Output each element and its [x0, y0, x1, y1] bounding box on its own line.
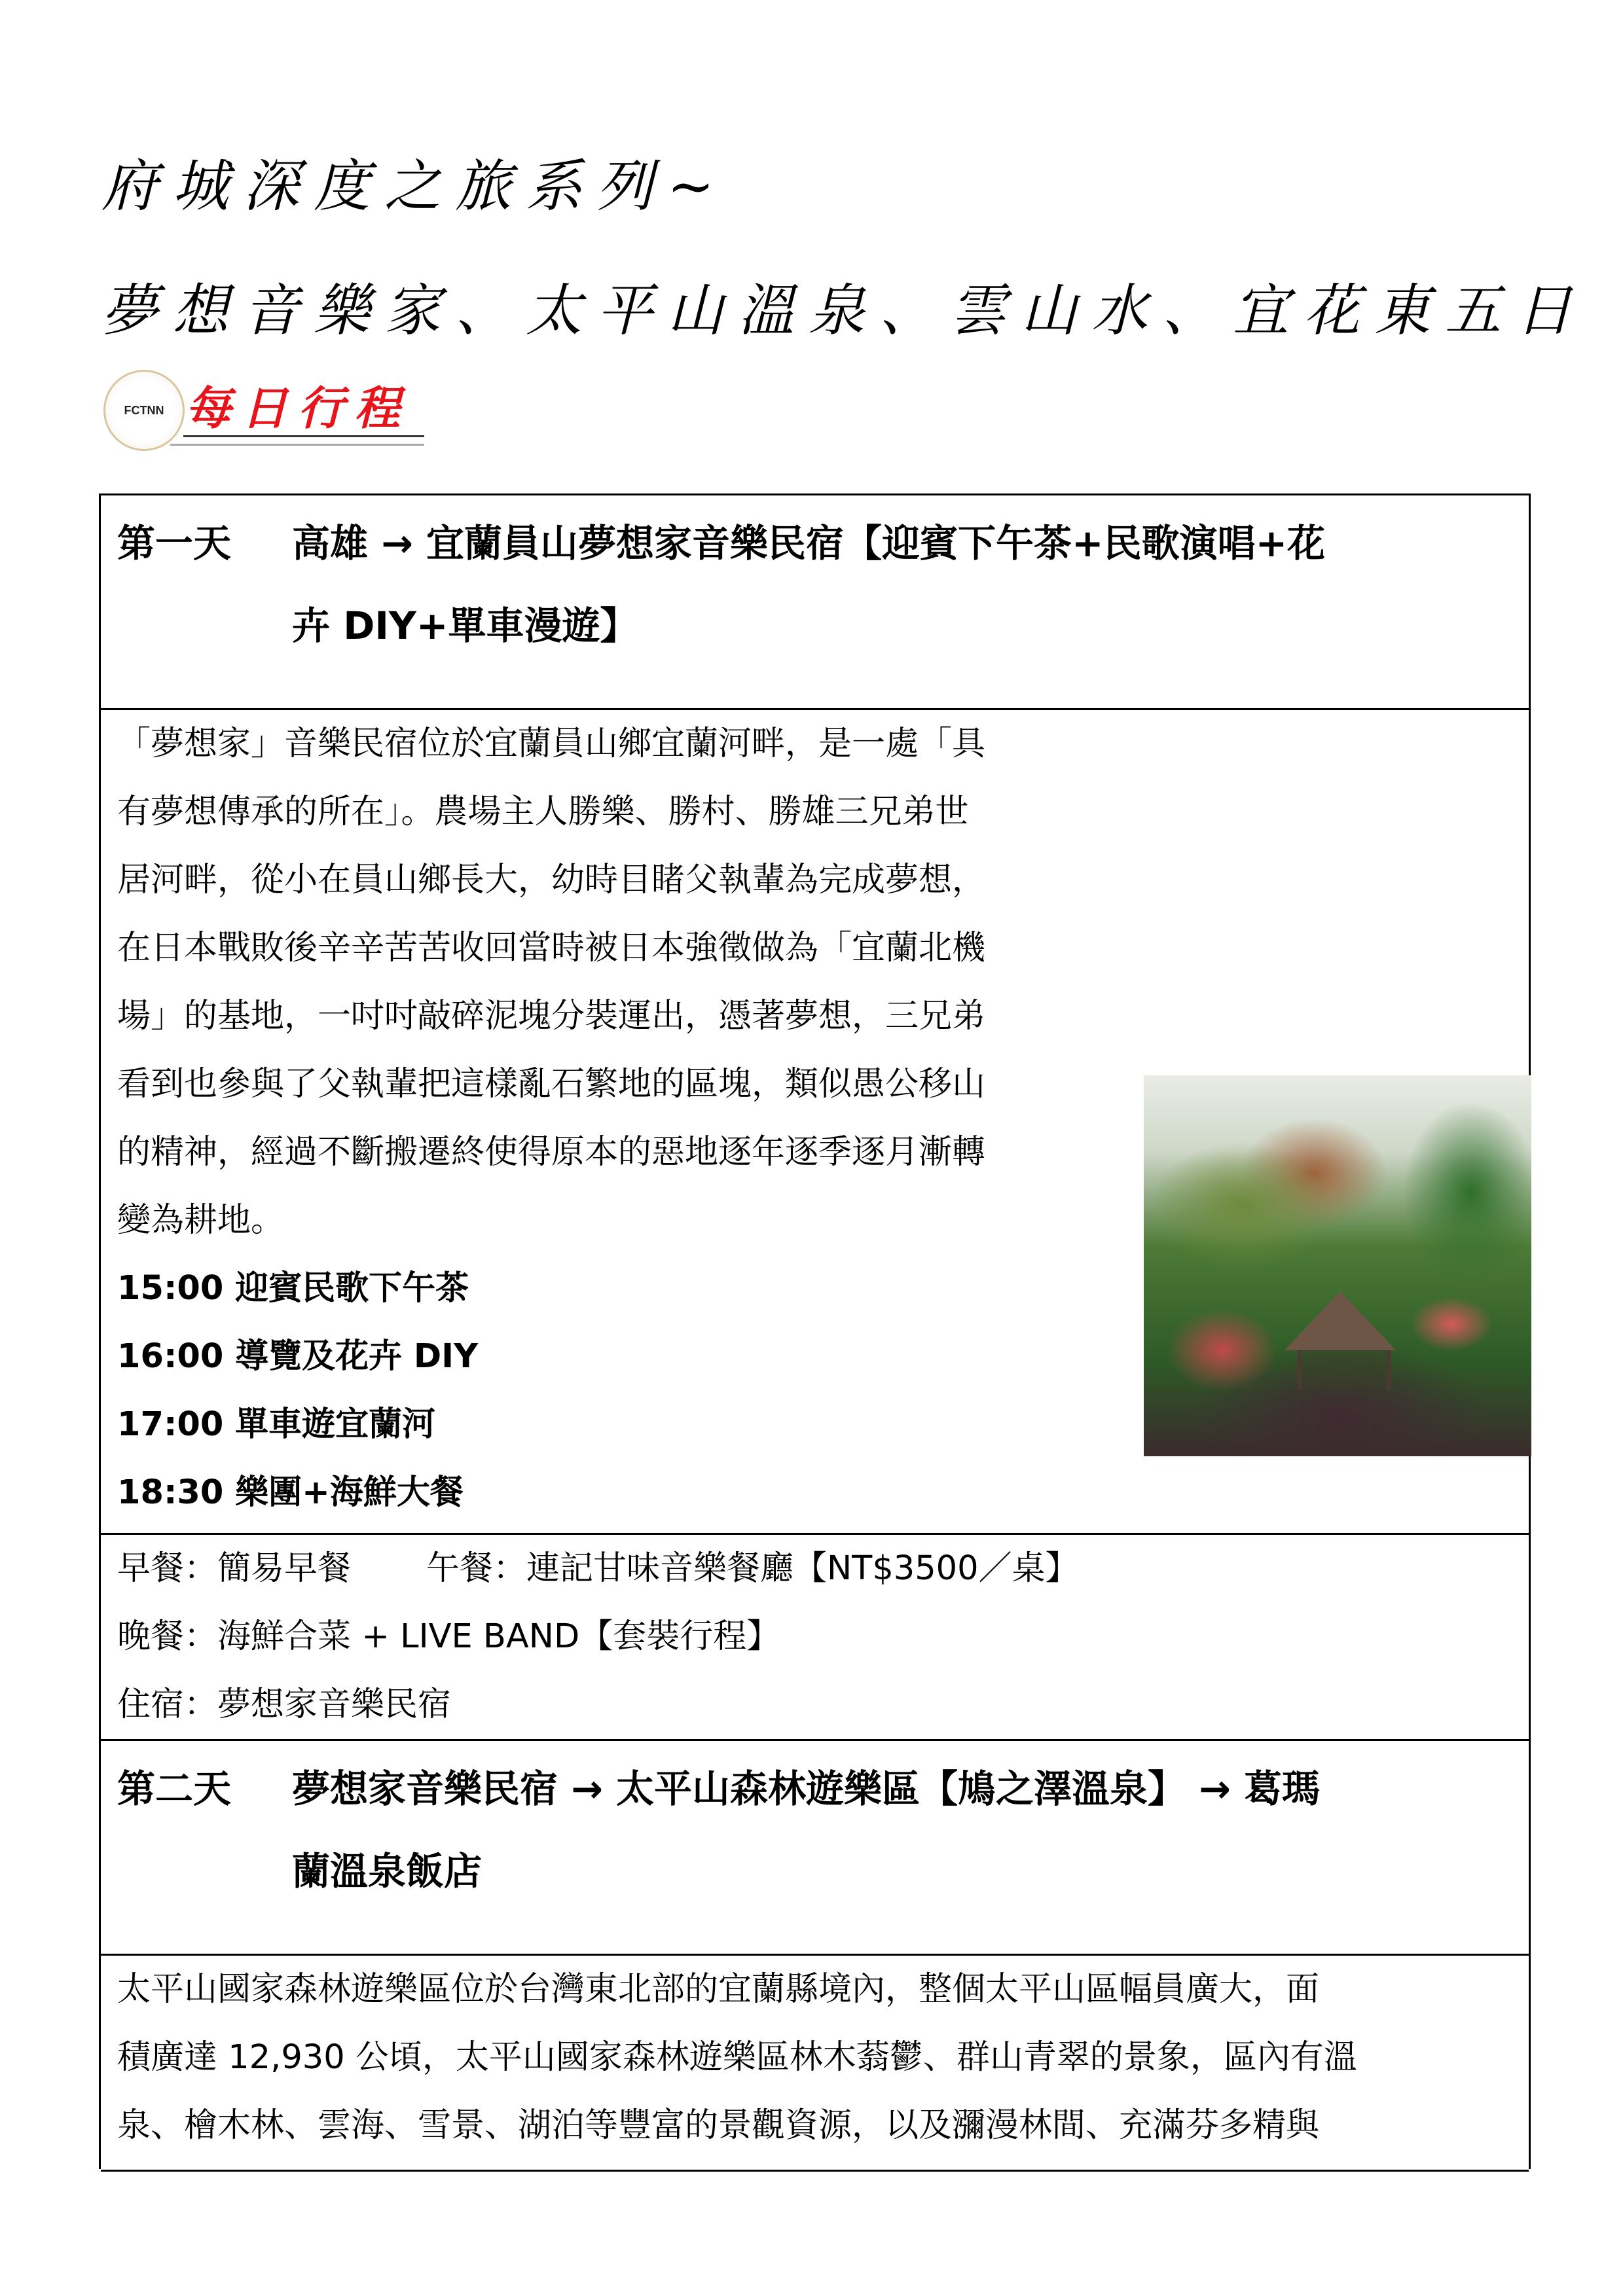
- route-line: 卉 DIY+單車漫遊】: [292, 603, 638, 648]
- divider: [183, 435, 424, 437]
- schedule-item: 18:30 樂團+海鮮大餐: [117, 1473, 464, 1512]
- day-label: 第二天: [117, 1767, 232, 1811]
- text-line: 變為耕地。: [117, 1201, 285, 1240]
- text-line: 泉、檜木林、雲海、雪景、湖泊等豐富的景觀資源，以及瀰漫林間、充滿芬多精與: [117, 2106, 1320, 2145]
- gazebo-shape: [1285, 1291, 1396, 1350]
- route-line: 高雄 → 宜蘭員山夢想家音樂民宿【迎賓下午茶+民歌演唱+花: [292, 521, 1326, 565]
- itinerary-table: [99, 493, 1531, 2169]
- text-line: 太平山國家森林遊樂區位於台灣東北部的宜蘭縣境內，整個太平山區幅員廣大，面: [117, 1970, 1320, 2009]
- route-line: 夢想家音樂民宿 → 太平山森林遊樂區【鳩之澤溫泉】 → 葛瑪: [292, 1767, 1320, 1811]
- text-line: 看到也參與了父執輩把這樣亂石繁地的區塊，類似愚公移山: [117, 1065, 986, 1103]
- schedule-item: 15:00 迎賓民歌下午茶: [117, 1269, 469, 1308]
- text-line: 積廣達 12,930 公頃，太平山國家森林遊樂區林木蓊鬱、群山青翠的景象，區內有溫: [117, 2038, 1357, 2077]
- gazebo-shape: [1298, 1350, 1391, 1390]
- dinner: 晚餐：海鮮合菜 + LIVE BAND【套裝行程】: [117, 1617, 780, 1656]
- text-line: 居河畔，從小在員山鄉長大，幼時目睹父執輩為完成夢想，: [117, 861, 986, 899]
- section-label: 每日行程: [185, 381, 410, 435]
- day1-header: [101, 495, 1529, 710]
- day-route: [292, 1748, 1516, 1912]
- logo-text: FCTNN: [124, 403, 164, 417]
- agency-logo: [103, 370, 185, 451]
- text-line: 場」的基地，一吋吋敲碎泥塊分裝運出，憑著夢想，三兄弟: [117, 997, 986, 1035]
- divider: [170, 444, 424, 446]
- route-line: 蘭溫泉飯店: [292, 1849, 483, 1893]
- meal-line: [117, 1535, 1529, 1603]
- text-line: 有夢想傳承的所在」。農場主人勝樂、勝村、勝雄三兄弟世: [117, 793, 969, 831]
- day-route: [292, 502, 1516, 667]
- series-title: 府城深度之旅系列~: [101, 154, 729, 219]
- day2-header: [101, 1741, 1529, 1956]
- trip-title: 夢想音樂家、太平山溫泉、雲山水、宜花東五日: [101, 278, 1586, 344]
- breakfast: 早餐：簡易早餐: [117, 1549, 352, 1588]
- lodging: 住宿：夢想家音樂民宿: [117, 1685, 452, 1724]
- text-line: 在日本戰敗後辛辛苦苦收回當時被日本強徵做為「宜蘭北機: [117, 929, 986, 967]
- schedule-item: 16:00 導覽及花卉 DIY: [117, 1337, 479, 1376]
- schedule-item: 17:00 單車遊宜蘭河: [117, 1405, 436, 1444]
- text-line: 「夢想家」音樂民宿位於宜蘭員山鄉宜蘭河畔，是一處「具: [117, 725, 986, 763]
- gazebo-garden-photo: [1144, 1075, 1531, 1456]
- text-line: 的精神，經過不斷搬遷終使得原本的惡地逐年逐季逐月漸轉: [117, 1133, 986, 1172]
- lunch: 午餐：連記甘味音樂餐廳【NT$3500／桌】: [426, 1549, 1079, 1588]
- day1-meals: [101, 1535, 1529, 1741]
- day-label: 第一天: [117, 521, 232, 565]
- day2-content: [101, 1956, 1529, 2172]
- day1-content: [101, 710, 1529, 1535]
